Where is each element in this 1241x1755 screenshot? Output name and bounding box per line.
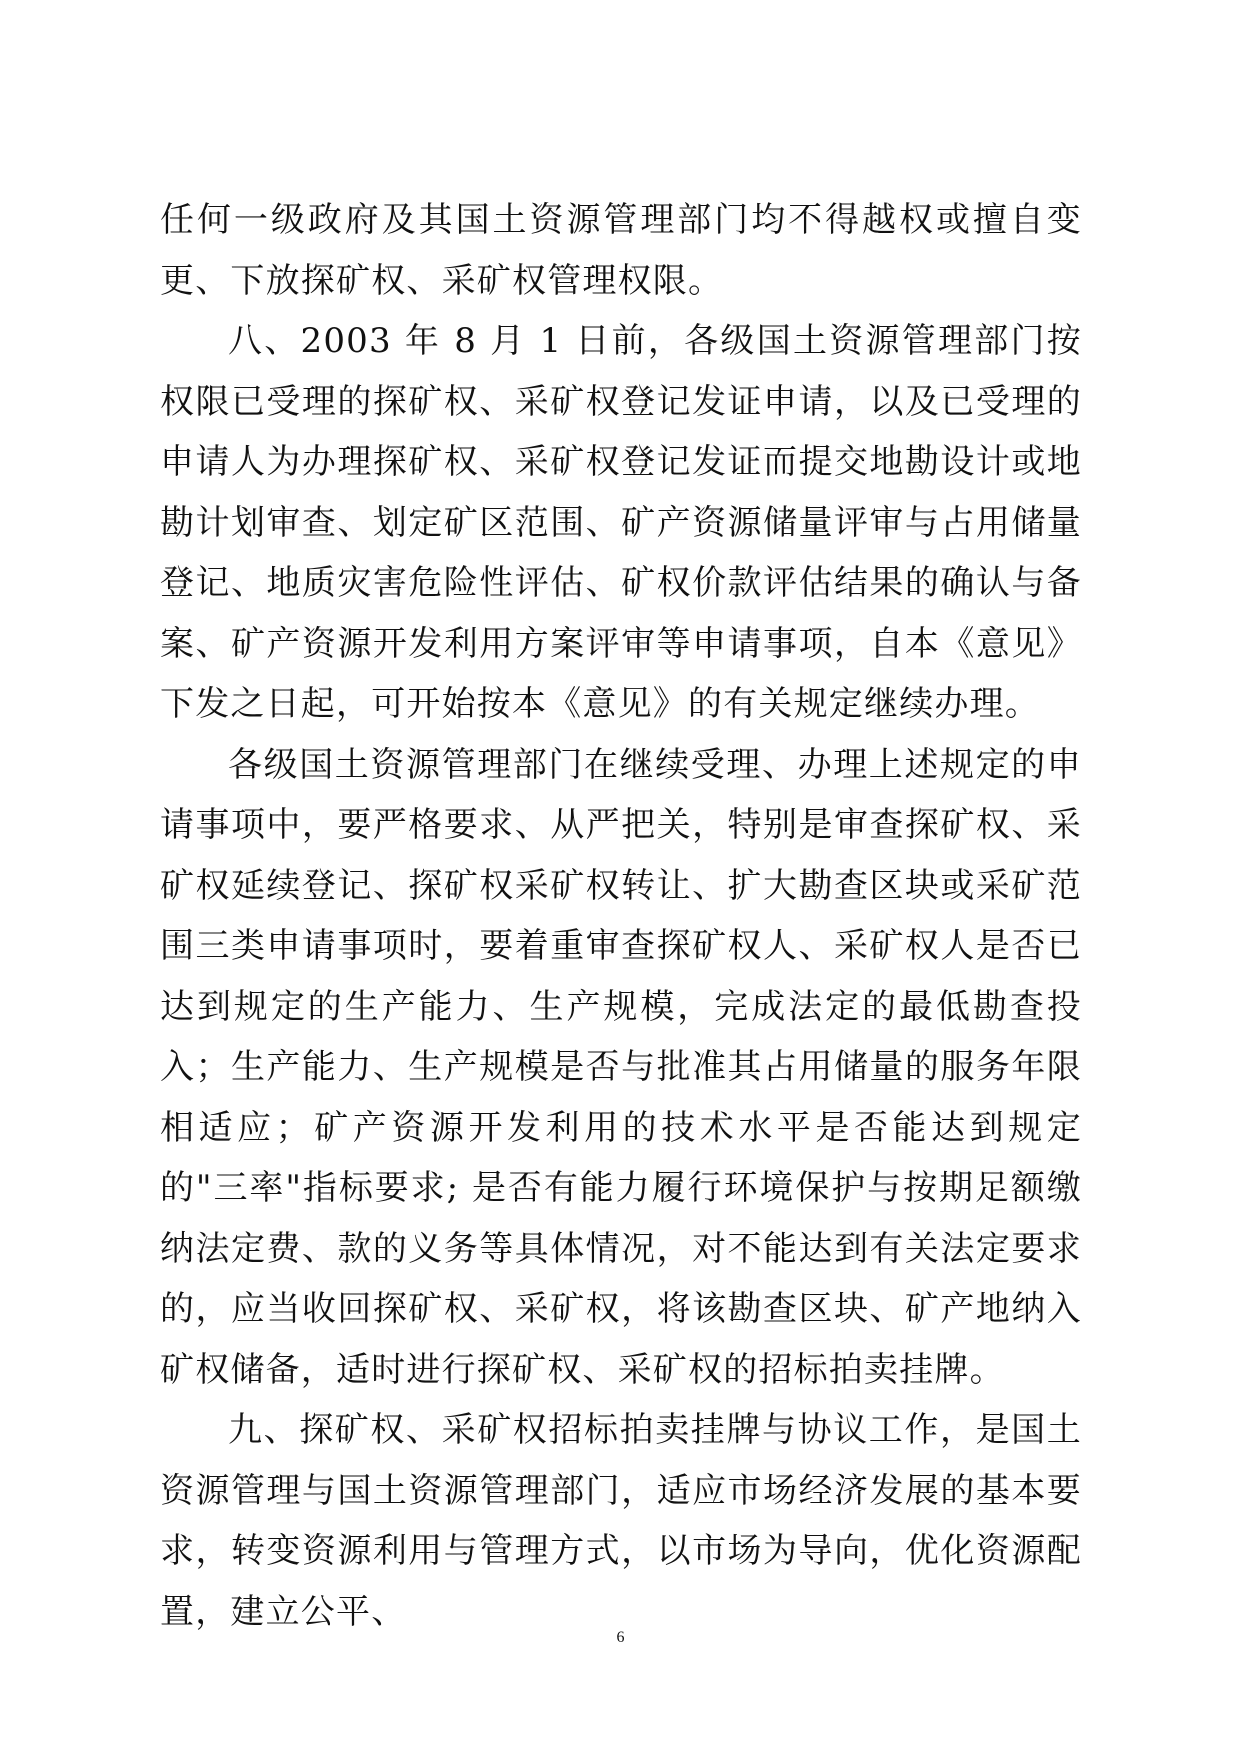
paragraph-article-8: 八、2003 年 8 月 1 日前，各级国土资源管理部门按权限已受理的探矿权、采矿权登记发证申请，以及已受理的申请人为办理探矿权、采矿权登记发证而提交地勘设计或地勘计划审查、划定矿区范围、矿产资源储量评审与占用储量登记、地质灾害危险性评估、矿权价款评估结果的确认与备案、矿产资源开发利用方案评审等申请事项，自本《意见》下发之日起，可开始按本《意见》的有关规定继续办理。 [160,321,1082,724]
paragraph-article-9: 九、探矿权、采矿权招标拍卖挂牌与协议工作，是国土资源管理与国土资源管理部门，适应市场经济发展的基本要求，转变资源利用与管理方式，以市场为导向，优化资源配置，建立公平、 [160,1410,1082,1632]
page-number: 6 [616,1629,625,1646]
body-text [160,190,1082,1642]
paragraph-review-requirements: 各级国土资源管理部门在继续受理、办理上述规定的申请事项中，要严格要求、从严把关，特别是审查探矿权、采矿权延续登记、探矿权采矿权转让、扩大勘查区块或采矿范围三类申请事项时，要着重审查探矿权人、采矿权人是否已达到规定的生产能力、生产规模，完成法定的最低勘查投入；生产能力、生产规模是否与批准其占用储量的服务年限相适应；矿产资源开发利用的技术水平是否能达到规定的"三率"指标要求; 是否有能力履行环境保护与按期足额缴纳法定费、款的义务等具体情况，对不能达到有关法定要求的，应当收回探矿权、采矿权，将该勘查区块、矿产地纳入矿权储备，适时进行探矿权、采矿权的招标拍卖挂牌。 [160,744,1082,1390]
paragraph-continuation: 任何一级政府及其国土资源管理部门均不得越权或擅自变更、下放探矿权、采矿权管理权限。 [160,200,1082,301]
